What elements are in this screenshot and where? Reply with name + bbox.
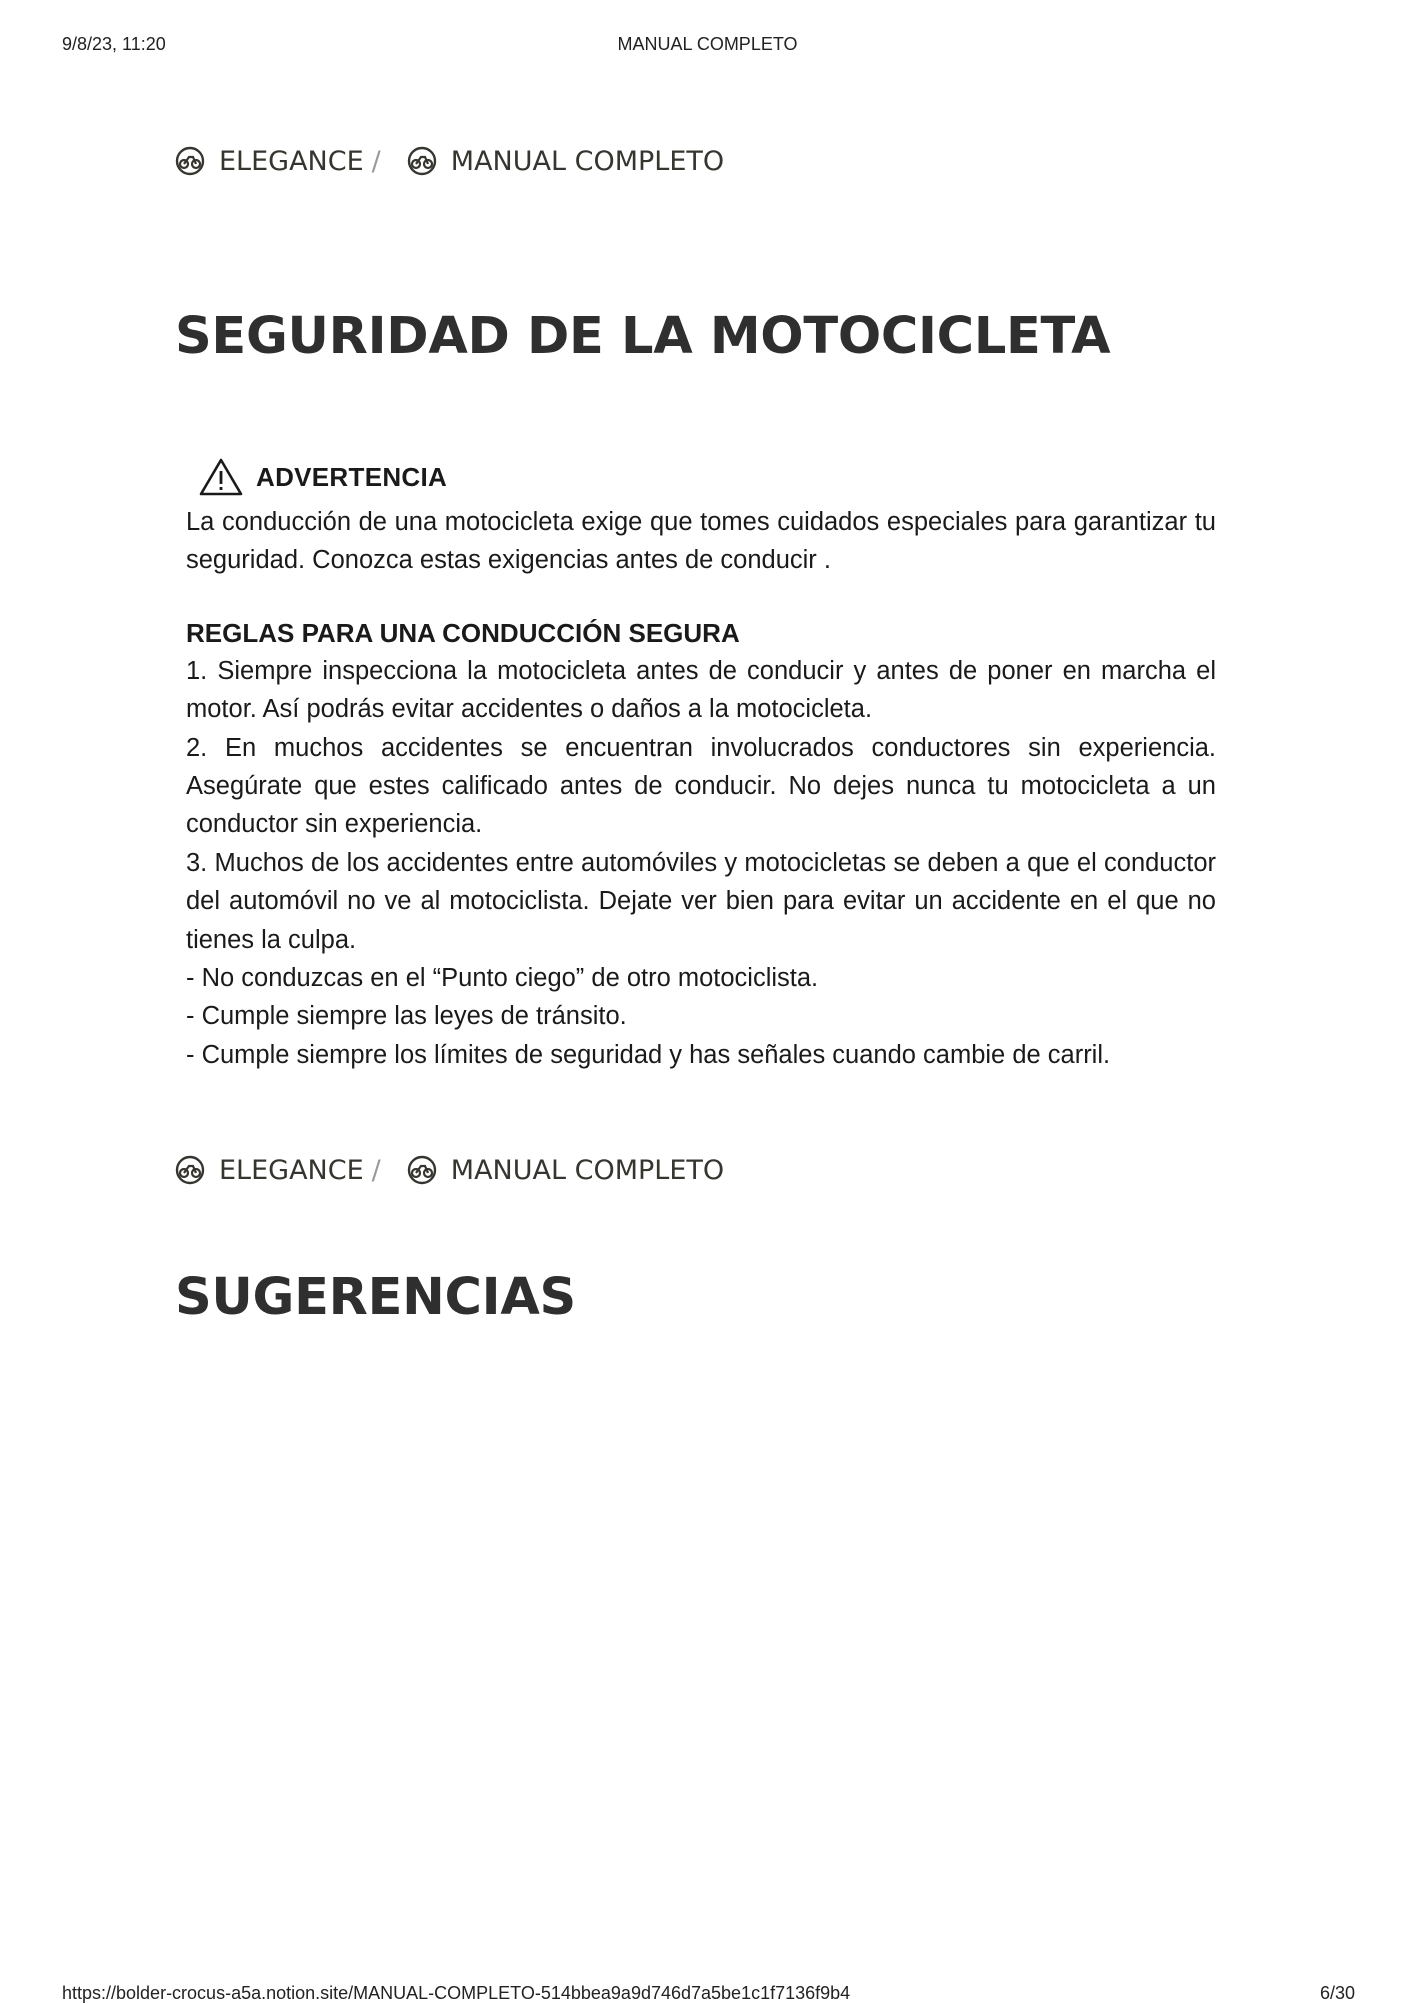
bullet-item: - Cumple siempre las leyes de tránsito. bbox=[186, 1002, 627, 1031]
rule-item: 3. Muchos de los accidentes entre automóviles y motocicletas se deben a que el conductor del automóvil no ve al motociclista. Dejate ver bien para evitar un accidente en el que no tienes la culpa. bbox=[186, 848, 1216, 954]
rule-item: 2. En muchos accidentes se encuentran involucrados conductores sin experiencia. Asegúrate que estes calificado antes de conducir. No dejes nunca tu motocicleta a un conductor sin experiencia. bbox=[186, 733, 1216, 839]
section-title-seguridad: SEGURIDAD DE LA MOTOCICLETA bbox=[175, 307, 1111, 366]
breadcrumb-separator: / bbox=[371, 1154, 381, 1186]
scanned-manual-excerpt bbox=[186, 455, 1216, 1074]
breadcrumb-link-elegance[interactable]: ELEGANCE bbox=[219, 145, 364, 177]
warning-triangle-icon bbox=[198, 457, 244, 497]
breadcrumb-separator: / bbox=[371, 145, 381, 177]
breadcrumb bbox=[175, 141, 724, 181]
bullet-item: - Cumple siempre los límites de seguridad y has señales cuando cambie de carril. bbox=[186, 1040, 1111, 1069]
warning-heading: ADVERTENCIA bbox=[256, 461, 448, 492]
warning-header bbox=[198, 455, 1216, 499]
section-title-sugerencias: SUGERENCIAS bbox=[175, 1268, 576, 1327]
breadcrumb-link-manual-completo[interactable]: MANUAL COMPLETO bbox=[450, 145, 725, 177]
breadcrumb bbox=[175, 1150, 724, 1190]
motorcycle-icon bbox=[175, 1155, 205, 1185]
rule-item: 1. Siempre inspecciona la motocicleta antes de conducir y antes de poner en marcha el motor. Así podrás evitar accidentes o daños a la motocicleta. bbox=[186, 656, 1216, 724]
bullet-item: - No conduzcas en el “Punto ciego” de otro motociclista. bbox=[186, 964, 819, 993]
page-url: https://bolder-crocus-a5a.notion.site/MANUAL-COMPLETO-514bbea9a9d746d7a5be1c1f7136f9b4 bbox=[62, 1983, 851, 2003]
breadcrumb-link-elegance[interactable]: ELEGANCE bbox=[219, 1154, 364, 1186]
print-datetime: 9/8/23, 11:20 bbox=[62, 34, 166, 54]
warning-text: La conducción de una motocicleta exige que tomes cuidados especiales para garantizar tu seguridad. Conozca estas exigencias antes de conducir . bbox=[186, 508, 1216, 575]
page-number: 6/30 bbox=[1319, 1983, 1355, 2003]
motorcycle-icon bbox=[175, 146, 205, 176]
print-title: MANUAL COMPLETO bbox=[617, 34, 798, 54]
rules-heading: REGLAS PARA UNA CONDUCCIÓN SEGURA bbox=[186, 617, 740, 648]
motorcycle-icon bbox=[407, 1155, 437, 1185]
motorcycle-icon bbox=[407, 146, 437, 176]
breadcrumb-link-manual-completo[interactable]: MANUAL COMPLETO bbox=[450, 1154, 725, 1186]
